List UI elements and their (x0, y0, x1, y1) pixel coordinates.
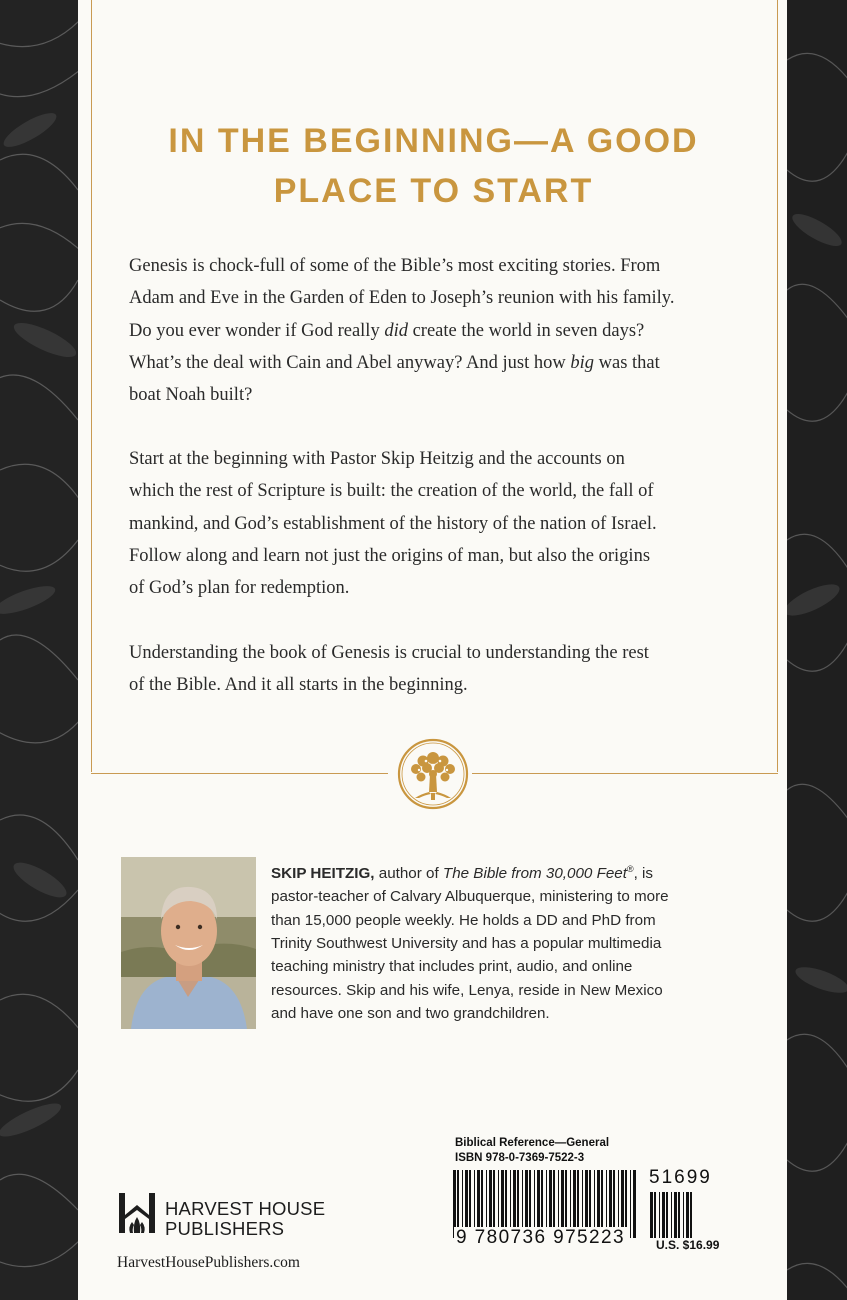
p2-line-4: Follow along and learn not just the origins of man, but also the origins (129, 545, 651, 566)
description-paragraph-3 (129, 637, 739, 702)
tree-of-life-icon (397, 738, 469, 810)
description-paragraph-1 (129, 250, 739, 411)
headline-line-2: PLACE TO START (273, 172, 594, 210)
p2-line-3: mankind, and God’s establishment of the history of the nation of Israel. (129, 513, 657, 534)
barcode-ext-number: 51699 (649, 1167, 712, 1188)
author-name: SKIP HEITZIG, (271, 865, 375, 883)
p3-line-1: Understanding the book of Genesis is crucial to understanding the rest (129, 643, 649, 663)
gold-border-left (91, 0, 92, 772)
bio-line-5: teaching ministry that includes print, audio, and online (271, 958, 633, 976)
price-barcode (649, 1192, 697, 1238)
barcode-number: 9 780736 975223 (456, 1227, 625, 1248)
publisher-url: HarvestHousePublishers.com (117, 1254, 300, 1271)
publisher-name: HARVEST HOUSE PUBLISHERS (165, 1198, 326, 1239)
description-paragraph-2 (129, 443, 739, 604)
left-foliage-strip (0, 0, 78, 1300)
book-title-ref: The Bible from 30,000 Feet (442, 865, 627, 883)
author-photo (121, 857, 256, 1029)
p2-line-5: of God’s plan for redemption. (129, 578, 350, 599)
bio-line-2: pastor-teacher of Calvary Albuquerque, ministering to more (271, 888, 669, 906)
author-bio (271, 858, 741, 1025)
p2-line-2: which the rest of Scripture is built: the creation of the world, the fall of (129, 481, 654, 502)
harvest-house-logo-icon (117, 1189, 157, 1237)
bio-line-4: Trinity Southwest University and has a popular multimedia (271, 934, 662, 952)
gold-divider-right (472, 773, 778, 774)
headline-line-1: IN THE BEGINNING—A GOOD (168, 122, 699, 160)
headline (100, 116, 767, 216)
p1-line-5: boat Noah built? (129, 385, 253, 406)
bio-line-7: and have one son and two grandchildren. (271, 1004, 550, 1022)
barcode-isbn: ISBN 978-0-7369-7522-3 (455, 1152, 585, 1164)
bio-line-3: than 15,000 people weekly. He holds a DD and PhD from (271, 911, 656, 929)
p1-line-3: Do you ever wonder if God really did create the world in seven days? (129, 320, 645, 341)
gold-divider-left (91, 773, 388, 774)
p1-line-2: Adam and Eve in the Garden of Eden to Joseph’s reunion with his family. (129, 288, 675, 309)
barcode-category: Biblical Reference—General (455, 1137, 610, 1149)
gold-border-right (777, 0, 778, 772)
right-foliage-strip (787, 0, 847, 1300)
bio-line-6: resources. Skip and his wife, Lenya, reside in New Mexico (271, 981, 663, 999)
bio-line-1: SKIP HEITZIG, author of The Bible from 30,000 Feet®, is (271, 864, 654, 883)
p1-line-4: What’s the deal with Cain and Abel anyway? And just how big was that (129, 352, 660, 373)
p2-line-1: Start at the beginning with Pastor Skip Heitzig and the accounts on (129, 449, 625, 469)
barcode-block (452, 1137, 740, 1252)
p3-line-2: of the Bible. And it all starts in the beginning. (129, 675, 468, 696)
price-label: U.S. $16.99 (656, 1238, 720, 1252)
p1-line-1: Genesis is chock-full of some of the Bible’s most exciting stories. From (129, 256, 661, 276)
